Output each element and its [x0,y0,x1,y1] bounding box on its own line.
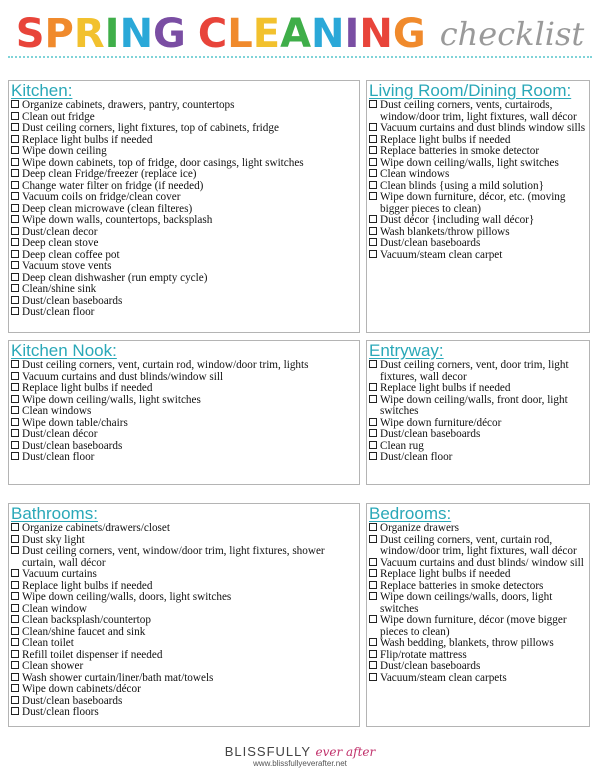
checkbox-icon[interactable] [11,250,19,258]
checkbox-icon[interactable] [11,441,19,449]
checklist-item-label: Wipe down furniture/décor [380,416,502,429]
checklist-item-label: Change water filter on fridge (if needed) [22,179,204,192]
checklist-item-label: Wipe down table/chairs [22,416,128,429]
bedrooms-list [367,523,589,684]
title-letter: E [252,11,281,57]
checklist-item [369,192,589,215]
checklist-item-label: Clean blinds {using a mild solution} [380,179,544,192]
checkbox-icon[interactable] [11,192,19,200]
title-letter: S [15,11,45,57]
checkbox-icon[interactable] [369,429,377,437]
checklist-item-label: Vacuum/steam clean carpet [380,248,503,261]
checklist-item-label: Dust/clean baseboards [380,428,481,440]
checkbox-icon[interactable] [11,215,19,223]
checklist-item-label: Deep clean Fridge/freezer (replace ice) [22,168,197,180]
title-spring-cleaning [16,4,426,64]
checklist-item [369,250,589,262]
checkbox-icon[interactable] [11,429,19,437]
checklist-item-label: Wipe down ceilings/walls, doors, light switches [380,591,553,615]
checklist-item-label: Clean windows [22,405,92,417]
checkbox-icon[interactable] [369,638,377,646]
checkbox-icon[interactable] [11,581,19,589]
title-letter: L [227,11,253,57]
checkbox-icon[interactable] [369,615,377,623]
checkbox-icon[interactable] [11,638,19,646]
checklist-item-label: Deep clean microwave (clean filteres) [22,202,193,215]
checklist-item-label: Dust ceiling corners, vent, curtain rod, window/door trim, light fixtures, wall décor [380,533,577,557]
checklist-item-label: Wash shower curtain/liner/bath mat/towels [22,671,214,684]
checklist-item-label: Dust/clean baseboards [22,439,123,452]
checkbox-icon[interactable] [369,146,377,154]
section-heading: Kitchen: [11,81,73,100]
checkbox-icon[interactable] [11,615,19,623]
title-letter: P [44,11,74,57]
checklist-item [11,707,359,719]
title-word-cleaning [198,11,426,57]
checklist-item [11,307,359,319]
title-checklist: checklist [439,15,585,53]
checklist-item [369,535,589,558]
footer-branding [0,745,600,769]
title-word-spring [16,11,186,57]
checkbox-icon[interactable] [11,452,19,460]
checklist-item [369,615,589,638]
checklist-item-label: Replace batteries in smoke detectors [380,579,544,592]
section-heading: Living Room/Dining Room: [369,81,572,100]
checklist-item-label: Vacuum curtains and dust blinds window sills [380,122,586,134]
checklist-item [369,673,589,685]
checklist-item-label: Deep clean coffee pot [22,248,120,261]
checklist-item-label: Wipe down furniture, décor, etc. (moving bigger pieces to clean) [380,191,566,215]
checklist-item [369,452,589,464]
entryway-list [367,360,589,464]
checkbox-icon[interactable] [11,100,19,108]
section-bedrooms [366,503,590,727]
checklist-item-label: Clean window [22,602,87,615]
checklist-item-label: Clean toilet [22,637,74,649]
footer-url: www.blissfullyeverafter.net [253,759,347,768]
checkbox-icon[interactable] [369,250,377,258]
title-divider [8,56,592,58]
checkbox-icon[interactable] [369,441,377,449]
checkbox-icon[interactable] [369,169,377,177]
title-letter: R [73,11,105,57]
title-letter: I [104,11,120,57]
section-heading: Bedrooms: [369,504,452,523]
checkbox-icon[interactable] [11,569,19,577]
nook-list [9,360,359,464]
checkbox-icon[interactable] [11,535,19,543]
checkbox-icon[interactable] [11,227,19,235]
checklist-item-label: Flip/rotate mattress [380,648,467,661]
checkbox-icon[interactable] [11,123,19,131]
checklist-item-label: Dust sky light [22,533,85,546]
checklist-item-label: Dust/clean baseboards [22,694,123,707]
checklist-item-label: Clean/shine faucet and sink [22,625,146,638]
checkbox-icon[interactable] [369,581,377,589]
checklist-item-label: Wipe down ceiling/walls, light switches [22,393,201,406]
checkbox-icon[interactable] [369,360,377,368]
title-letter: G [392,11,426,57]
title-letter: A [280,11,312,57]
checklist-item-label: Dust/clean decor [22,225,98,238]
checklist-item-label: Replace batteries in smoke detector [380,145,540,157]
checklist-item-label: Dust/clean baseboards [22,294,123,307]
footer-brand-script: ever after [315,745,376,759]
checkbox-icon[interactable] [11,395,19,403]
checkbox-icon[interactable] [11,296,19,304]
checklist-item-label: Wash bedding, blankets, throw pillows [380,637,554,649]
checkbox-icon[interactable] [11,684,19,692]
section-living-dining [366,80,590,333]
checklist-item [11,546,359,569]
checklist-item-label: Vacuum coils on fridge/clean cover [22,191,181,203]
title-letter: C [197,11,228,57]
checkbox-icon[interactable] [369,395,377,403]
title-letter: I [344,11,360,57]
checklist-item-label: Dust/clean baseboards [380,237,481,249]
checkbox-icon[interactable] [11,546,19,554]
checkbox-icon[interactable] [369,558,377,566]
checklist-item-label: Dust/clean floor [22,306,95,318]
checklist-item-label: Wipe down ceiling/walls, doors, light switches [22,591,232,603]
checklist-item-label: Clean shower [22,660,84,672]
checklist-item [369,360,589,383]
checkbox-icon[interactable] [369,418,377,426]
checkbox-icon[interactable] [11,261,19,269]
checkbox-icon[interactable] [11,169,19,177]
checkbox-icon[interactable] [369,158,377,166]
checkbox-icon[interactable] [11,673,19,681]
checkbox-icon[interactable] [11,307,19,315]
checklist-item-label: Wipe down cabinets/décor [22,683,141,695]
checkbox-icon[interactable] [11,158,19,166]
checklist-item-label: Replace light bulbs if needed [380,568,511,580]
checkbox-icon[interactable] [11,592,19,600]
bathrooms-list [9,523,359,719]
checklist-item-label: Dust/clean baseboards [380,660,481,672]
checklist-item-label: Vacuum/steam clean carpets [380,671,507,684]
section-heading: Bathrooms: [11,504,98,523]
checklist-item [369,395,589,418]
checklist-item-label: Dust/clean décor [22,428,98,440]
checklist-item-label: Dust ceiling corners, vent, door trim, light fixtures, wall decor [380,359,569,383]
checklist-item-label: Wipe down furniture, décor (move bigger pieces to clean) [380,614,567,638]
checklist-item-label: Clean/shine sink [22,283,97,295]
checkbox-icon[interactable] [11,523,19,531]
checkbox-icon[interactable] [11,604,19,612]
checklist-item-label: Dust/clean floor [22,451,95,463]
checklist-item-label: Clean rug [380,439,424,452]
checklist-item-label: Dust ceiling corners, vent, window/door trim, light fixtures, shower curtain, wall décor [22,545,325,569]
checkbox-icon[interactable] [369,215,377,223]
checkbox-icon[interactable] [11,383,19,391]
checkbox-icon[interactable] [11,406,19,414]
checklist-item-label: Dust ceiling corners, light fixtures, top of cabinets, fridge [22,122,279,134]
checkbox-icon[interactable] [11,204,19,212]
checkbox-icon[interactable] [369,661,377,669]
checkbox-icon[interactable] [369,452,377,460]
section-heading: Entryway: [369,341,444,360]
title-letter: N [311,11,345,57]
checkbox-icon[interactable] [11,650,19,658]
checklist-item-label: Replace light bulbs if needed [22,382,153,394]
checklist-item-label: Clean backsplash/countertop [22,614,151,626]
checklist-item-label: Organize drawers [380,522,460,534]
checkbox-icon[interactable] [369,523,377,531]
checklist-item-label: Dust/clean floors [22,706,99,718]
section-kitchen-nook [8,340,360,485]
checkbox-icon[interactable] [11,661,19,669]
checkbox-icon[interactable] [369,100,377,108]
checklist-item-label: Replace light bulbs if needed [22,133,153,146]
checkbox-icon[interactable] [369,592,377,600]
checklist-item-label: Deep clean stove [22,237,99,249]
checkbox-icon[interactable] [11,146,19,154]
footer-brand [0,745,600,759]
checkbox-icon[interactable] [369,192,377,200]
section-bathrooms [8,503,360,727]
checkbox-icon[interactable] [369,238,377,246]
checkbox-icon[interactable] [11,135,19,143]
checkbox-icon[interactable] [369,383,377,391]
checkbox-icon[interactable] [369,673,377,681]
footer-brand-name: BLISSFULLY [224,744,311,759]
title-letter: G [153,11,186,57]
checklist-item-label: Clean windows [380,168,450,180]
checklist-item-label: Wash blankets/throw pillows [380,225,510,238]
checklist-item [11,452,359,464]
checklist-item [369,592,589,615]
checklist-item-label: Dust décor {including wall décor} [380,214,535,226]
checklist-item-label: Vacuum curtains [22,568,97,580]
checkbox-icon[interactable] [11,707,19,715]
title-letter: N [119,11,154,57]
section-kitchen [8,80,360,333]
checkbox-icon[interactable] [11,181,19,189]
living-list [367,100,589,261]
checkbox-icon[interactable] [11,112,19,120]
checklist-item-label: Organize cabinets, drawers, pantry, countertops [22,99,235,111]
section-heading: Kitchen Nook: [11,341,117,360]
checklist-item-label: Dust ceiling corners, vent, curtain rod, window/door trim, lights [22,359,309,371]
checklist-item-label: Clean out fridge [22,110,95,123]
checkbox-icon[interactable] [369,650,377,658]
checklist-item-label: Wipe down ceiling/walls, front door, light switches [380,393,568,417]
checklist-item-label: Replace light bulbs if needed [380,382,511,394]
checkbox-icon[interactable] [369,135,377,143]
checkbox-icon[interactable] [11,284,19,292]
checklist-item-label: Dust ceiling corners, vents, curtairods, window/door trim, light fixtures, wall décor [380,99,577,123]
checklist-item-label: Organize cabinets/drawers/closet [22,522,170,534]
checklist-item-label: Vacuum curtains and dust blinds/window sill [22,370,224,383]
checkbox-icon[interactable] [369,227,377,235]
checkbox-icon[interactable] [369,181,377,189]
kitchen-list [9,100,359,319]
checkbox-icon[interactable] [11,360,19,368]
checkbox-icon[interactable] [11,418,19,426]
checkbox-icon[interactable] [369,569,377,577]
checklist-item-label: Wipe down ceiling/walls, light switches [380,156,559,169]
checklist-item-label: Wipe down cabinets, top of fridge, door casings, light switches [22,156,304,169]
checklist-item-label: Deep clean dishwasher (run empty cycle) [22,271,208,284]
checkbox-icon[interactable] [11,372,19,380]
checklist-item-label: Replace light bulbs if needed [380,133,511,146]
checklist-item-label: Refill toilet dispenser if needed [22,648,163,661]
title-letter: N [359,11,393,57]
checklist-item-label: Vacuum curtains and dust blinds/ window sill [380,556,584,569]
checklist-item-label: Wipe down ceiling [22,145,107,157]
checkbox-icon[interactable] [11,627,19,635]
checklist-item-label: Dust/clean floor [380,451,453,463]
checkbox-icon[interactable] [369,123,377,131]
checklist-item-label: Replace light bulbs if needed [22,579,153,592]
checkbox-icon[interactable] [11,238,19,246]
checkbox-icon[interactable] [11,696,19,704]
section-entryway [366,340,590,485]
page-title [0,0,600,60]
checklist-item-label: Vacuum stove vents [22,260,112,272]
checkbox-icon[interactable] [11,273,19,281]
checklist-item [369,100,589,123]
checklist-item-label: Wipe down walls, countertops, backsplash [22,214,213,226]
checkbox-icon[interactable] [369,535,377,543]
